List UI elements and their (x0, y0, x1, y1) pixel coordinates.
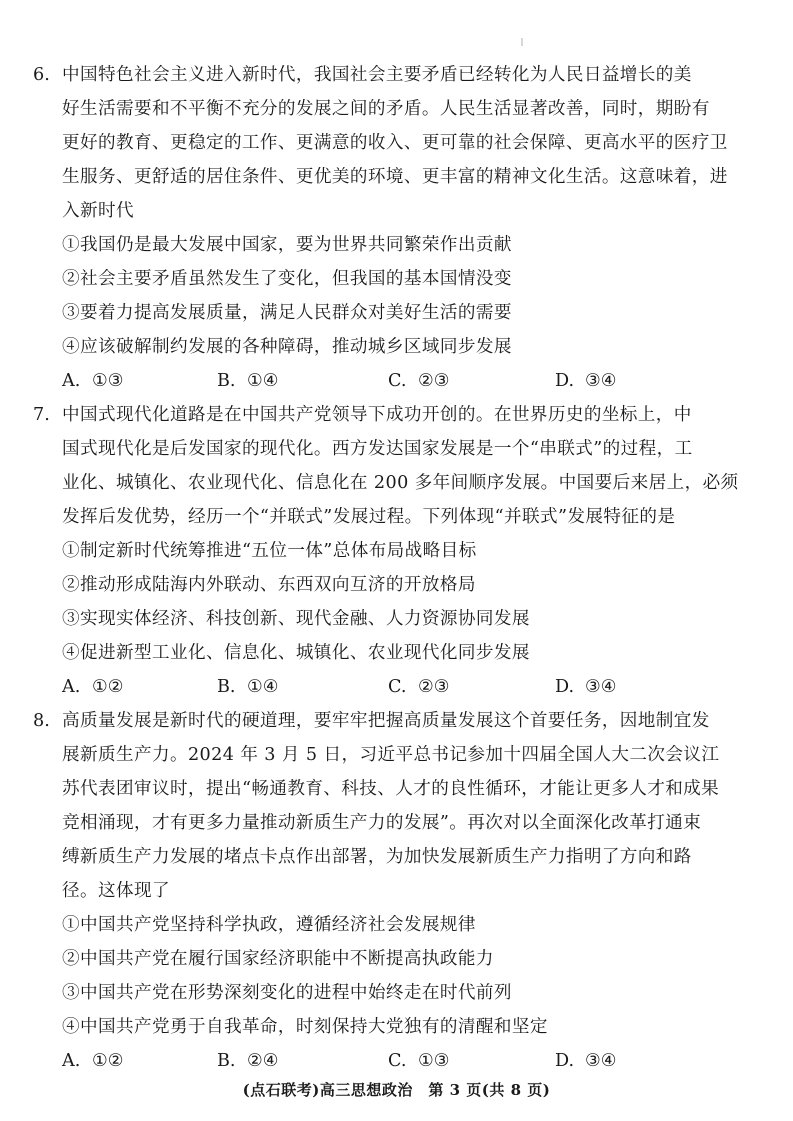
choice-c[interactable]: C. ②③ (388, 371, 450, 391)
question-number: 6. (33, 65, 50, 85)
choice-d[interactable]: D. ③④ (555, 677, 617, 697)
question-option: ①中国共产党坚持科学执政，遵循经济社会发展规律 (62, 915, 476, 935)
answer-choices (0, 1049, 793, 1073)
choice-a[interactable]: A. ①② (62, 1051, 124, 1071)
scan-mark (521, 38, 523, 46)
question-option: ①我国仍是最大发展中国家，要为世界共同繁荣作出贡献 (62, 235, 512, 255)
question-stem-line: 发挥后发优势，经历一个“并联式”发展过程。下列体现“并联式”发展特征的是 (62, 507, 676, 527)
page-footer: (点石联考)高三思想政治 第 3 页(共 8 页) (242, 1081, 551, 1099)
question-stem-line: 径。这体现了 (62, 881, 170, 901)
choice-b[interactable]: B. ②④ (217, 1051, 279, 1071)
choice-d[interactable]: D. ③④ (555, 1051, 617, 1071)
question-option: ③实现实体经济、科技创新、现代金融、人力资源协同发展 (62, 609, 530, 629)
question-option: ④应该破解制约发展的各种障碍，推动城乡区域同步发展 (62, 337, 512, 357)
question-option: ③要着力提高发展质量，满足人民群众对美好生活的需要 (62, 303, 512, 323)
question-stem-line: 入新时代 (62, 201, 134, 221)
question-stem-line: 更好的教育、更稳定的工作、更满意的收入、更可靠的社会保障、更高水平的医疗卫 (62, 133, 728, 153)
answer-choices (0, 369, 793, 393)
question-stem-line: 中国特色社会主义进入新时代，我国社会主要矛盾已经转化为人民日益增长的美 (62, 65, 692, 85)
question-option: ④促进新型工业化、信息化、城镇化、农业现代化同步发展 (62, 643, 530, 663)
question-stem-line: 高质量发展是新时代的硬道理，要牢牢把握高质量发展这个首要任务，因地制宜发 (62, 711, 710, 731)
choice-c[interactable]: C. ②③ (388, 677, 450, 697)
question-stem-line: 中国式现代化道路是在中国共产党领导下成功开创的。在世界历史的坐标上，中 (62, 405, 692, 425)
answer-choices (0, 675, 793, 699)
question-option: ②中国共产党在履行国家经济职能中不断提高执政能力 (62, 949, 494, 969)
choice-b[interactable]: B. ①④ (217, 677, 279, 697)
question-stem-line: 好生活需要和不平衡不充分的发展之间的矛盾。人民生活显著改善，同时，期盼有 (62, 99, 710, 119)
question-number: 8. (33, 711, 50, 731)
question-stem-line: 竞相涌现，才有更多力量推动新质生产力的发展”。再次对以全面深化改革打通束 (62, 813, 702, 833)
question-stem-line: 生服务、更舒适的居住条件、更优美的环境、更丰富的精神文化生活。这意味着，进 (62, 167, 728, 187)
choice-a[interactable]: A. ①② (62, 677, 124, 697)
question-number: 7. (33, 405, 50, 425)
choice-d[interactable]: D. ③④ (555, 371, 617, 391)
choice-c[interactable]: C. ①③ (388, 1051, 450, 1071)
question-option: ②社会主要矛盾虽然发生了变化，但我国的基本国情没变 (62, 269, 512, 289)
question-option: ①制定新时代统筹推进“五位一体”总体布局战略目标 (62, 541, 477, 561)
question-stem-line: 缚新质生产力发展的堵点卡点作出部署，为加快发展新质生产力指明了方向和路 (62, 847, 692, 867)
question-stem-line: 展新质生产力。2024 年 3 月 5 日，习近平总书记参加十四届全国人大二次会议江 (62, 745, 720, 765)
question-option: ③中国共产党在形势深刻变化的进程中始终走在时代前列 (62, 983, 512, 1003)
question-stem-line: 业化、城镇化、农业现代化、信息化在 200 多年间顺序发展。中国要后来居上，必须 (62, 473, 739, 493)
question-stem-line: 国式现代化是后发国家的现代化。西方发达国家发展是一个“串联式”的过程，工 (62, 439, 693, 459)
question-option: ②推动形成陆海内外联动、东西双向互济的开放格局 (62, 575, 476, 595)
choice-b[interactable]: B. ①④ (217, 371, 279, 391)
question-stem-line: 苏代表团审议时，提出“畅通教育、科技、人才的良性循环，才能让更多人才和成果 (62, 779, 720, 799)
choice-a[interactable]: A. ①③ (62, 371, 124, 391)
question-option: ④中国共产党勇于自我革命，时刻保持大党独有的清醒和坚定 (62, 1017, 548, 1037)
